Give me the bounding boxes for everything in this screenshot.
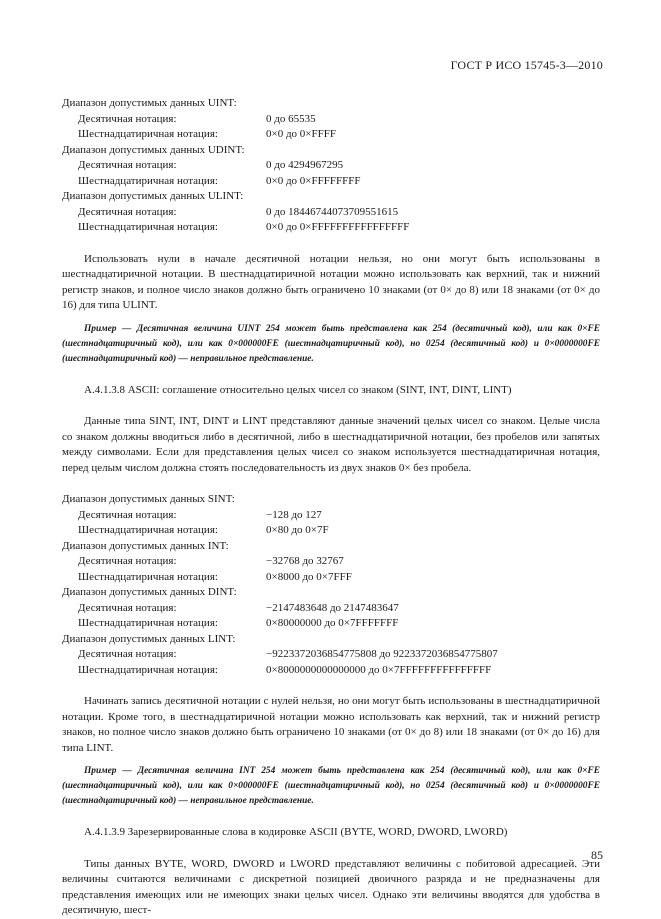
range-title: Диапазон допустимых данных LINT:: [62, 632, 236, 645]
example-note-int: Пример — Десятичная величина INT 254 может быть представлена как 254 (десятичный код), или как 0×FE (шестнадцатиричный код), или как 0×000000FE (шестнадцатиричный код), но 0254 (десятичный код) и 0×0000000FE (шестнадцатиричный код) — неправильное представление.: [62, 766, 600, 806]
range-title: Диапазон допустимых данных UINT:: [62, 97, 237, 109]
range-block: [62, 143, 600, 190]
range-block: [62, 539, 600, 586]
range-row: [62, 508, 600, 524]
range-row: [62, 220, 600, 236]
example-note-uint: Пример — Десятичная величина UINT 254 может быть представлена как 254 (десятичный код), или как 0×FE (шестнадцатиричный код), или как 0×000000FE (шестнадцатиричный код), но 0254 (десятичный код) и 0×0000000FE (шестнадцатиричный код) — неправильное представление.: [62, 323, 600, 364]
notation-label: Десятичная нотация:: [78, 205, 177, 218]
notation-label: Шестнадцатиричная нотация:: [78, 221, 218, 233]
notation-label: Десятичная нотация:: [78, 601, 177, 614]
notation-label: Шестнадцатиричная нотация:: [78, 617, 218, 629]
section-heading-signed: А.4.1.3.8 ASCII: соглашение относительно целых чисел со знаком (SINT, INT, DINT, LINT): [84, 383, 512, 396]
range-block: [62, 585, 600, 632]
range-block: [62, 96, 600, 143]
notation-value: 0 до 65535: [266, 112, 316, 125]
notation-value: 0×80000000 до 0×7FFFFFFF: [266, 617, 399, 629]
range-title: Диапазон допустимых данных INT:: [62, 539, 229, 552]
range-title: Диапазон допустимых данных SINT:: [62, 493, 235, 505]
notation-value: 0×0 до 0×FFFF: [266, 128, 336, 140]
notation-value: 0 до 18446744073709551615: [266, 205, 399, 218]
range-block: [62, 632, 600, 679]
paragraph-reserved-words: Типы данных BYTE, WORD, DWORD и LWORD представляют величины с побитовой адресацией. Эти величины считаются величинами с дискретной позицией двоичного разряда и не предназначены для представления имеющих или не имеющих знаки целых чисел. Однако эти величины вводятся для удобства в десятичную, шест-: [62, 857, 600, 916]
notation-label: Шестнадцатиричная нотация:: [78, 570, 218, 583]
range-title: Диапазон допустимых данных ULINT:: [62, 190, 244, 202]
notation-value: 0×8000 до 0×7FFF: [266, 570, 352, 583]
range-row: [62, 601, 600, 617]
notation-value: 0×0 до 0×FFFFFFFF: [266, 174, 361, 187]
notation-label: Шестнадцатиричная нотация:: [78, 128, 218, 140]
notation-label: Шестнадцатиричная нотация:: [78, 663, 218, 676]
page-content: [62, 96, 600, 919]
paragraph-unsigned-notation: Использовать нули в начале десятичной нотации нельзя, но они могут быть использованы в шестнадцатиричной нотации. В шестнадцатиричной нотации можно использовать как верхний, так и нижний регистр знаков, и полное число знаков должно быть ограничено 10 знаками (от 0× до 8) или 18 знаками (от 0× до 16) для типа ULINT.: [62, 252, 600, 311]
range-title: Диапазон допустимых данных UDINT:: [62, 143, 245, 156]
notation-value: 0×8000000000000000 до 0×7FFFFFFFFFFFFFFF: [266, 663, 492, 676]
range-row: [62, 158, 600, 174]
range-row: [62, 523, 600, 539]
range-row: [62, 205, 600, 221]
paragraph-signed-integers: Данные типа SINT, INT, DINT и LINT представляют данные значений целых чисел со знаком. Целые числа со знаком должны вводиться либо в десятичной, либо в шестнадцатиричной нотации, без пробелов или запятых между символами. Если для представления целых чисел со знаком используется шестнадцатиричная нотация, перед целым числом должна стоять последовательность из двух знаков 0× без пробела.: [62, 415, 600, 474]
range-row: [62, 554, 600, 570]
unsigned-ranges: [62, 96, 600, 236]
paragraph-signed-notation: Начинать запись десятичной нотации с нулей нельзя, но они могут быть использованы в шестнадцатиричной нотации. Кроме того, в шестнадцатиричной нотации можно использовать как верхний, так и нижний регистр знаков, но полное число знаков должно быть ограничено 10 знаками (от 0× до 8) или 18 знаками (от 0× до 16) для типа LINT.: [62, 695, 600, 754]
notation-label: Шестнадцатиричная нотация:: [78, 524, 218, 536]
notation-label: Десятичная нотация:: [78, 555, 177, 567]
notation-label: Десятичная нотация:: [78, 159, 177, 171]
range-row: [62, 663, 600, 679]
signed-ranges: [62, 492, 600, 678]
range-row: [62, 616, 600, 632]
notation-value: 0 до 4294967295: [266, 159, 344, 171]
notation-label: Шестнадцатиричная нотация:: [78, 174, 218, 187]
notation-value: −9223372036854775808 до 9223372036854775807: [266, 648, 498, 660]
notation-value: −2147483648 до 2147483647: [266, 601, 399, 614]
range-row: [62, 570, 600, 586]
notation-value: 0×80 до 0×7F: [266, 524, 329, 536]
range-title: Диапазон допустимых данных DINT:: [62, 586, 237, 598]
notation-label: Десятичная нотация:: [78, 112, 177, 125]
document-header: ГОСТ Р ИСО 15745-3—2010: [450, 58, 603, 72]
section-heading-reserved: А.4.1.3.9 Зарезервированные слова в кодировке ASCII (BYTE, WORD, DWORD, LWORD): [84, 826, 508, 838]
range-row: [62, 112, 600, 128]
notation-value: −128 до 127: [266, 508, 322, 521]
notation-label: Десятичная нотация:: [78, 508, 177, 521]
range-block: [62, 189, 600, 236]
notation-value: 0×0 до 0×FFFFFFFFFFFFFFFF: [266, 221, 410, 233]
range-row: [62, 647, 600, 663]
range-row: [62, 127, 600, 143]
range-row: [62, 174, 600, 190]
range-block: [62, 492, 600, 539]
notation-value: −32768 до 32767: [266, 555, 344, 567]
page-number: 85: [591, 848, 603, 862]
notation-label: Десятичная нотация:: [78, 648, 177, 660]
